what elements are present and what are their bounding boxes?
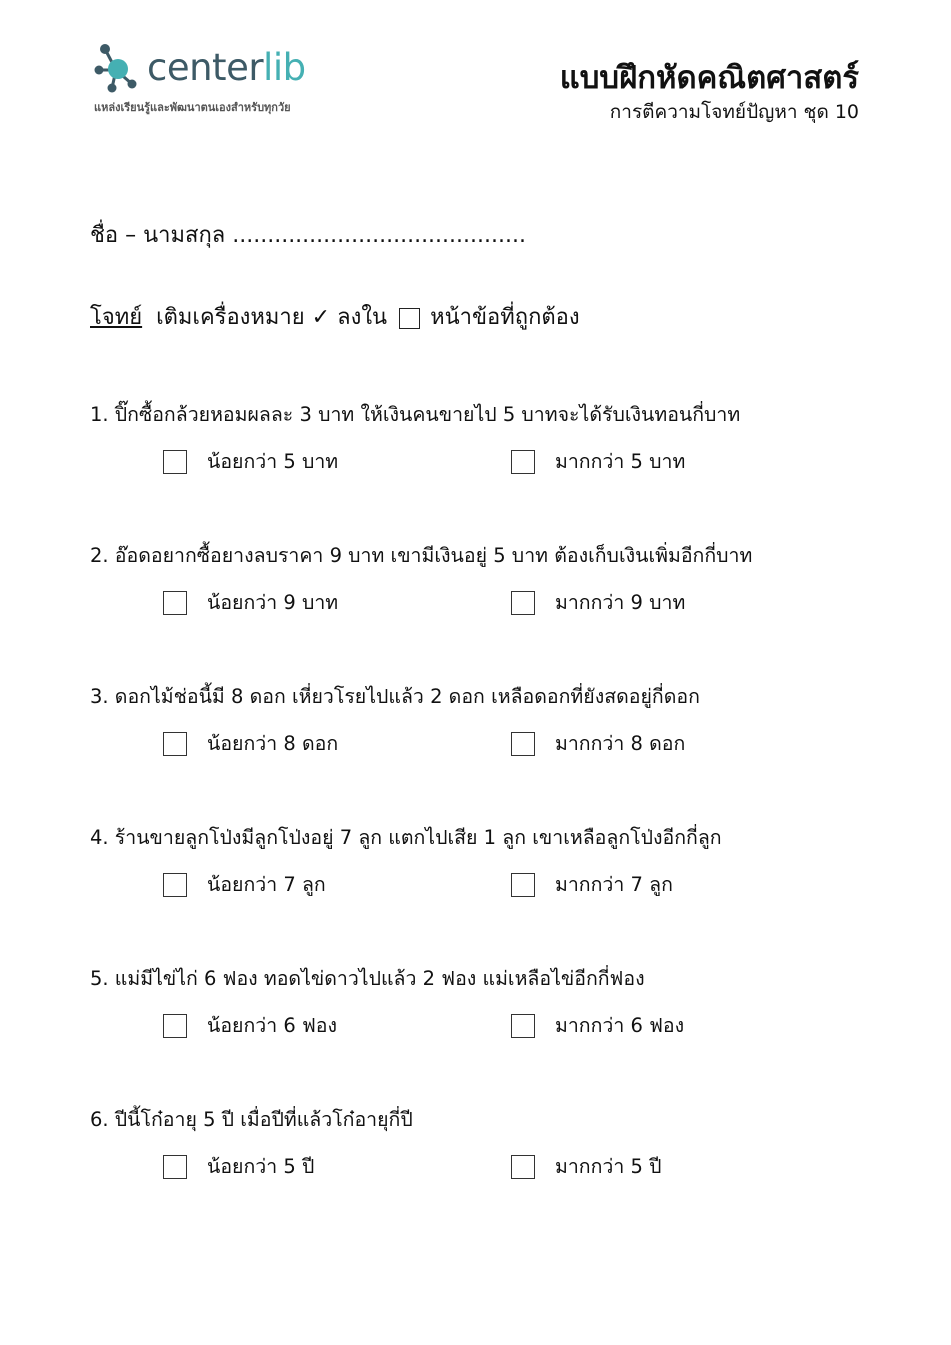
logo-tagline: แหล่งเรียนรู้และพัฒนาตนเองสำหรับทุกวัย [94,101,291,114]
question-4-option-a [163,872,326,898]
answer-checkbox[interactable] [511,591,535,615]
option-label: มากกว่า 5 ปี [555,1155,662,1178]
instruction-label: โจทย์ [90,305,143,330]
option-label: น้อยกว่า 6 ฟอง [207,1014,338,1037]
question-1: 1. ปิ๊กซื้อกล้วยหอมผลละ 3 บาท ให้เงินคนขายไป 5 บาทจะได้รับเงินทอนกี่บาท [90,403,741,426]
logo-wordmark [147,44,306,92]
question-5-option-b [511,1013,684,1039]
option-label: น้อยกว่า 9 บาท [207,591,339,614]
example-checkbox-icon [399,308,420,329]
answer-checkbox[interactable] [163,591,187,615]
question-3-option-a [163,731,338,757]
logo-word-lib: lib [263,46,306,89]
answer-checkbox[interactable] [511,1155,535,1179]
answer-checkbox[interactable] [511,450,535,474]
answer-checkbox[interactable] [163,732,187,756]
answer-checkbox[interactable] [511,873,535,897]
question-5: 5. แม่มีไข่ไก่ 6 ฟอง ทอดไข่ดาวไปแล้ว 2 ฟอง แม่เหลือไข่อีกกี่ฟอง [90,967,645,990]
answer-checkbox[interactable] [163,1155,187,1179]
centerlib-logo [92,42,342,114]
answer-checkbox[interactable] [511,732,535,756]
option-label: มากกว่า 9 บาท [555,591,686,614]
molecule-logo-icon [92,42,148,98]
question-6-option-b [511,1154,662,1180]
option-label: น้อยกว่า 5 ปี [207,1155,315,1178]
worksheet-subtitle: การตีความโจทย์ปัญหา ชุด 10 [609,101,859,123]
instruction-text-after: หน้าข้อที่ถูกต้อง [430,305,580,330]
answer-checkbox[interactable] [163,873,187,897]
question-2-option-a [163,590,338,616]
student-name-line: ชื่อ – นามสกุล .......................................... [90,223,526,248]
option-label: น้อยกว่า 7 ลูก [207,873,326,896]
option-label: น้อยกว่า 8 ดอก [207,732,339,755]
question-4-option-b [511,872,673,898]
question-1-option-a [163,449,338,475]
instruction-text-before: เติมเครื่องหมาย ✓ ลงใน [156,305,388,330]
option-label: มากกว่า 8 ดอก [555,732,686,755]
logo-word-center: center [147,46,264,89]
option-label: น้อยกว่า 5 บาท [207,450,339,473]
question-3-option-b [511,731,685,757]
question-6-option-a [163,1154,314,1180]
question-4: 4. ร้านขายลูกโป่งมีลูกโป่งอยู่ 7 ลูก แตกไปเสีย 1 ลูก เขาเหลือลูกโป่งอีกกี่ลูก [90,826,722,849]
question-1-option-b [511,449,685,475]
question-6: 6. ปีนี้โก๋อายุ 5 ปี เมื่อปีที่แล้วโก๋อายุกี่ปี [90,1108,413,1131]
option-label: มากกว่า 6 ฟอง [555,1014,685,1037]
answer-checkbox[interactable] [163,450,187,474]
question-2-option-b [511,590,685,616]
option-label: มากกว่า 7 ลูก [555,873,673,896]
question-2: 2. อ๊อดอยากซื้อยางลบราคา 9 บาท เขามีเงินอยู่ 5 บาท ต้องเก็บเงินเพิ่มอีกกี่บาท [90,544,753,567]
answer-checkbox[interactable] [163,1014,187,1038]
worksheet-title: แบบฝึกหัดคณิตศาสตร์ [559,60,859,96]
option-label: มากกว่า 5 บาท [555,450,686,473]
answer-checkbox[interactable] [511,1014,535,1038]
instruction [90,301,580,335]
question-5-option-a [163,1013,337,1039]
question-3: 3. ดอกไม้ช่อนี้มี 8 ดอก เหี่ยวโรยไปแล้ว 2 ดอก เหลือดอกที่ยังสดอยู่กี่ดอก [90,685,700,708]
